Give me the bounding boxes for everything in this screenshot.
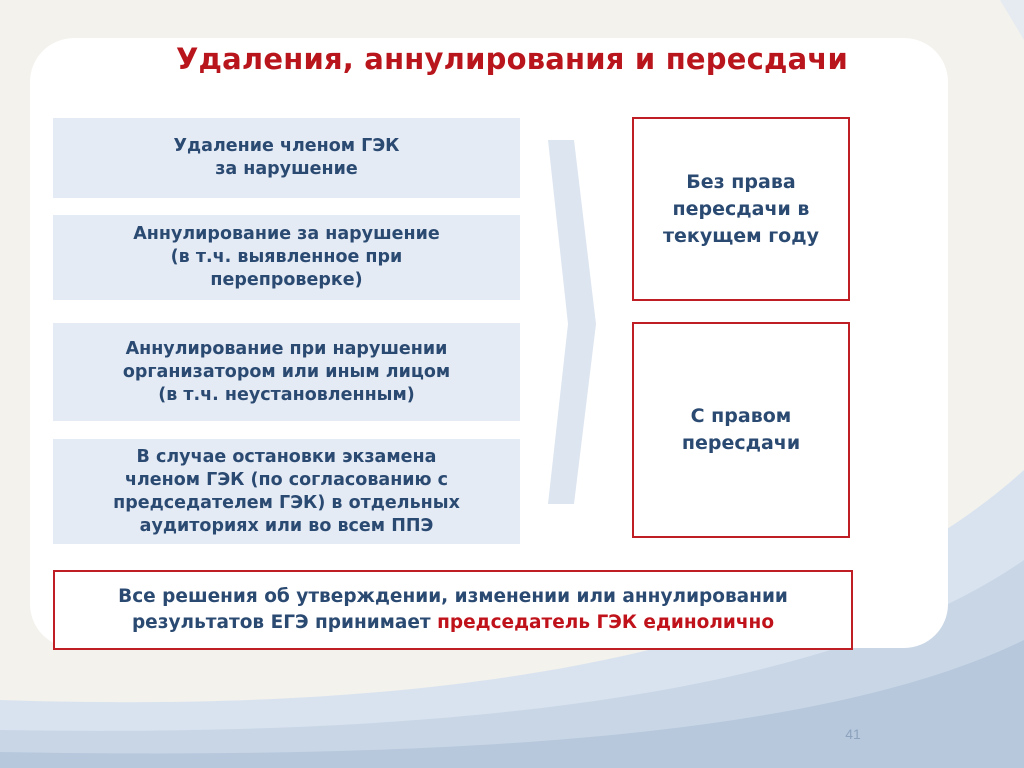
decision-note-line1: Все решения об утверждении, изменении или аннулировании (118, 586, 788, 607)
page-number: 41 (845, 726, 861, 742)
category-exam-stop-text: В случае остановки экзамена членом ГЭК (по согласованию с председателем ГЭК) в отдельных аудиториях или во всем ППЭ (113, 446, 460, 536)
category-removal (53, 118, 520, 198)
category-annul-organizer (53, 323, 520, 421)
category-exam-stop (53, 439, 520, 544)
category-annul-violation (53, 215, 520, 300)
outcome-with-retake (632, 322, 850, 538)
category-removal-text: Удаление членом ГЭК за нарушение (173, 136, 400, 179)
outcome-no-retake-text: Без права пересдачи в текущем году (663, 170, 819, 247)
decision-note (53, 570, 853, 650)
decision-note-line2 (118, 610, 788, 636)
category-annul-organizer-text: Аннулирование при нарушении организатором или иным лицом (в т.ч. неустановленным) (122, 338, 451, 405)
outcome-with-retake-text: С правом пересдачи (681, 405, 801, 454)
chevron-right-icon (540, 138, 606, 508)
decision-note-prefix: результатов ЕГЭ принимает (131, 612, 438, 633)
decision-note-highlight: председатель ГЭК единолично (437, 612, 775, 633)
outcome-no-retake (632, 117, 850, 301)
slide-title: Удаления, аннулирования и пересдачи (175, 42, 849, 76)
category-annul-violation-text: Аннулирование за нарушение (в т.ч. выявленное при перепроверке) (133, 224, 440, 290)
